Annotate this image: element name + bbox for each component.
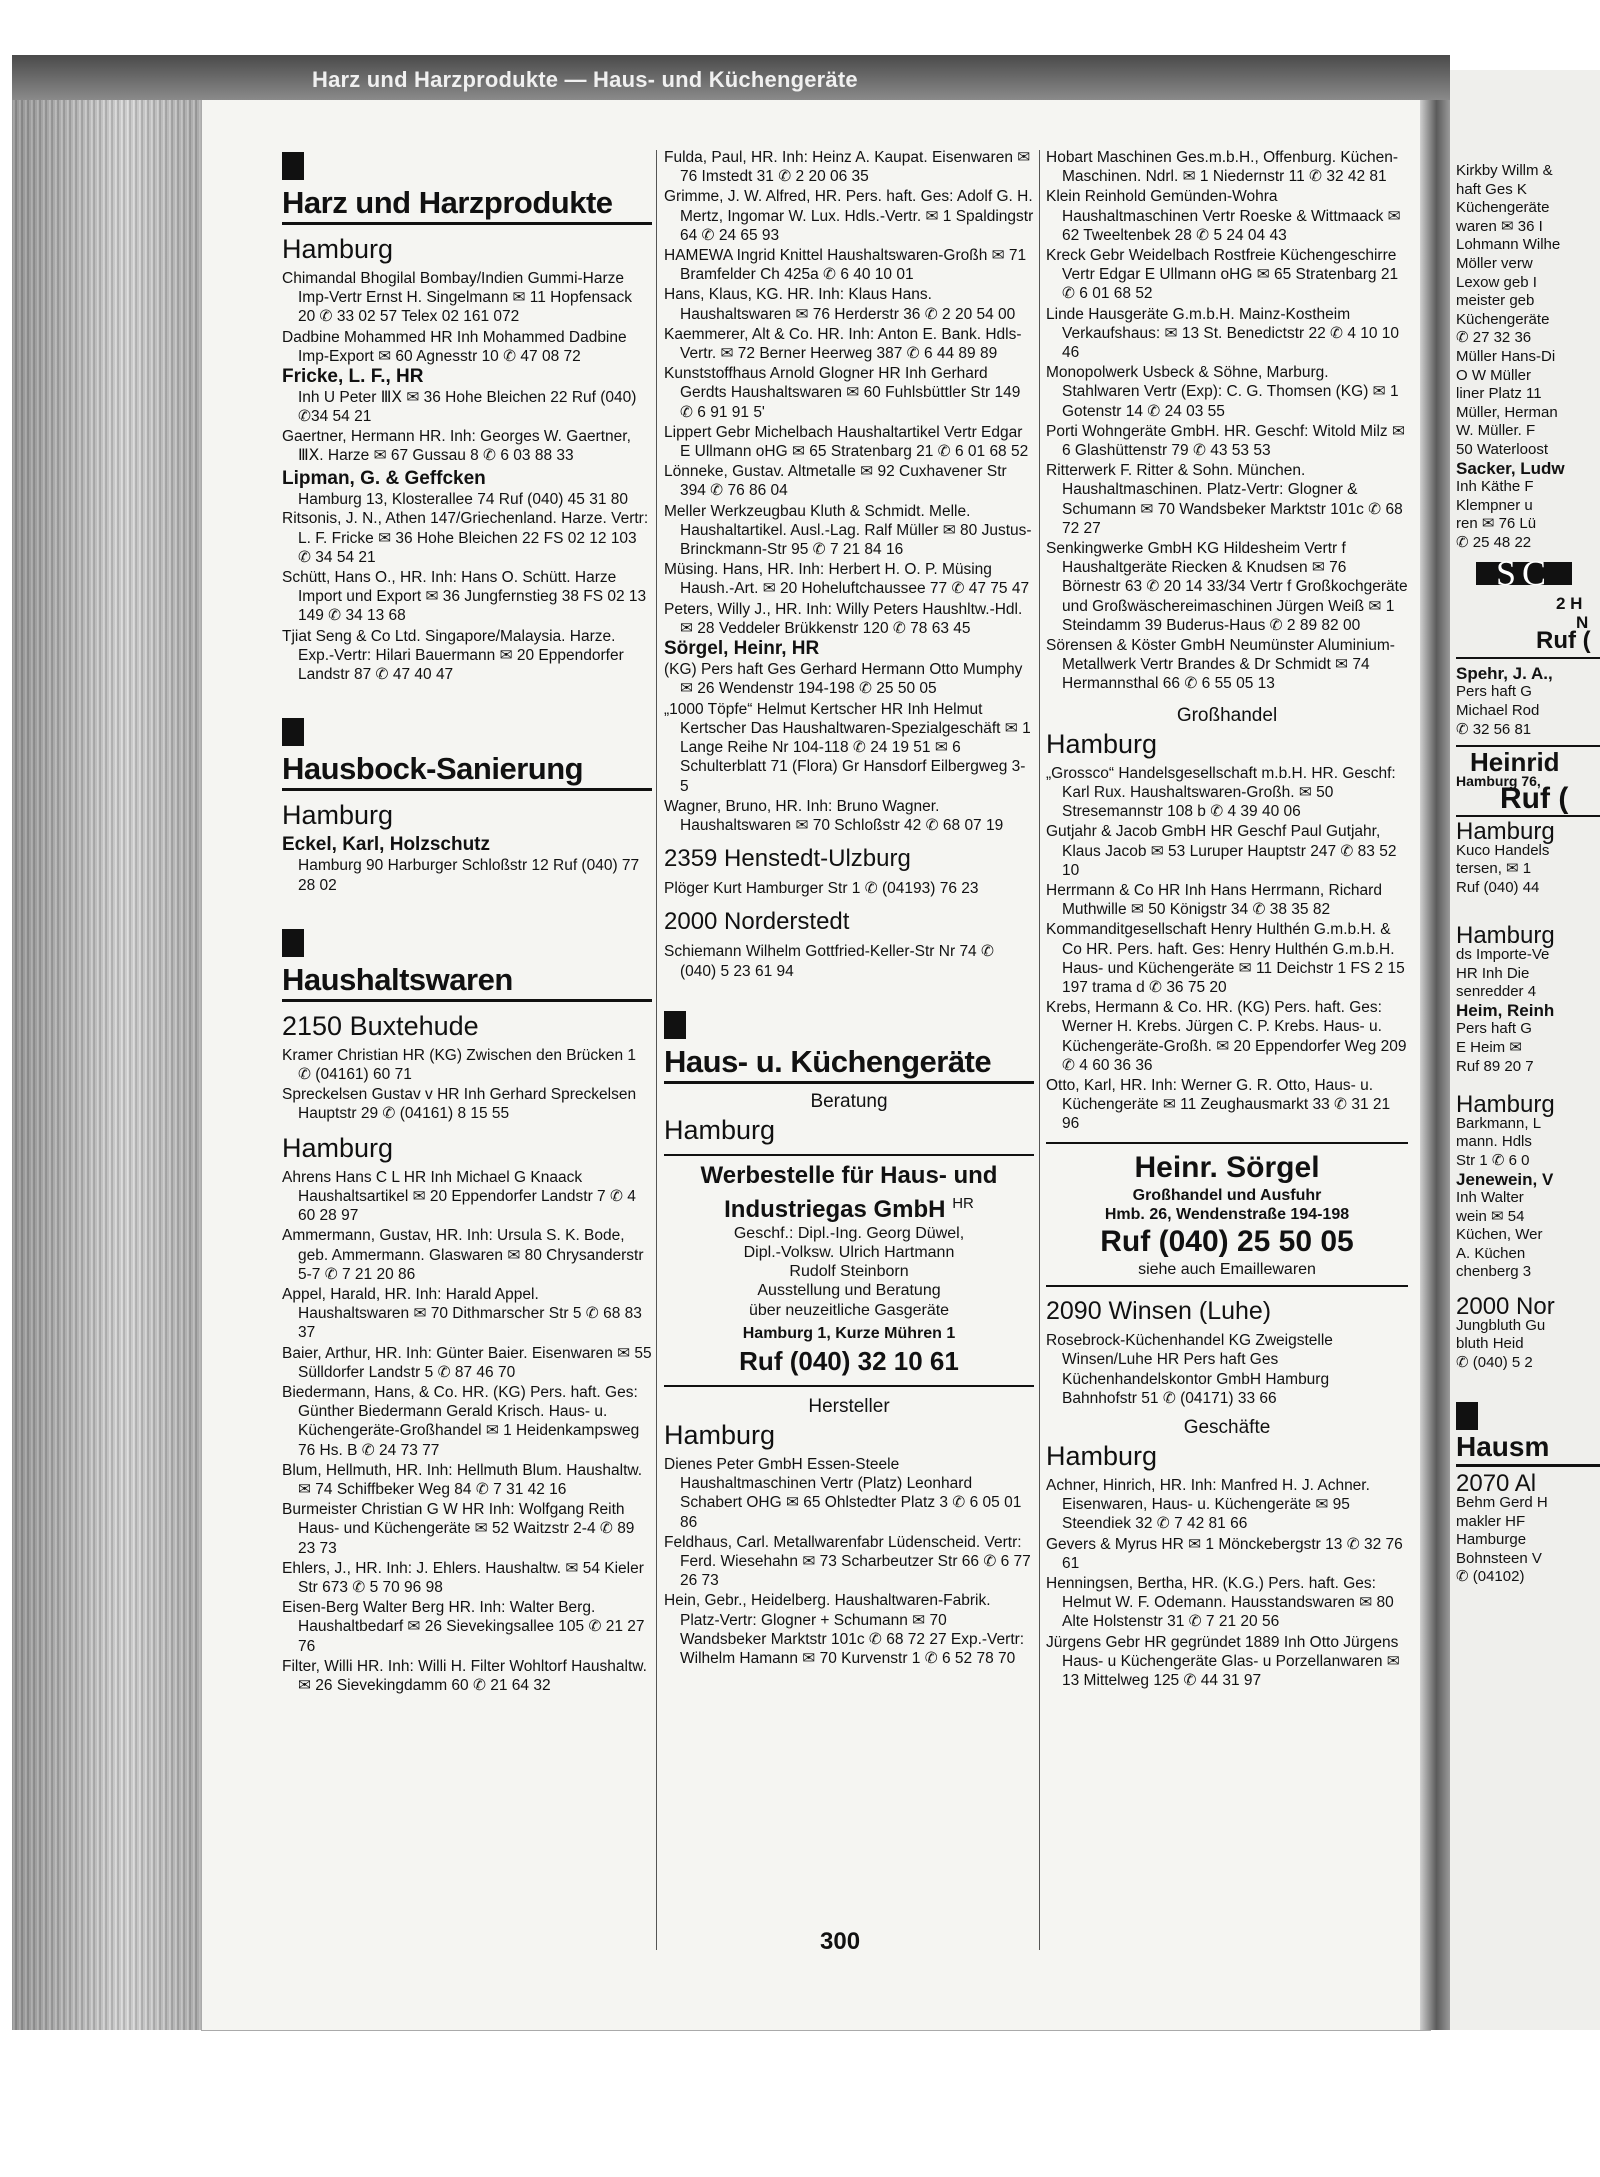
listing-entry: Biedermann, Hans, & Co. HR. (KG) Pers. haft. Ges: Günther Biedermann Gerald Krisch. Haus- u. Küchengeräte-Großhandel ✉ 1 Heidenkampsweg 76 Hs. B ✆ 24 73 77 [282, 1383, 640, 1459]
adjacent-line: Heim, Reinh [1456, 1000, 1555, 1020]
ad-line: Dipl.-Volksw. Ulrich Hartmann [743, 1243, 955, 1261]
advertisement-box [664, 1154, 1034, 1387]
city-heading: Hamburg [282, 800, 394, 831]
listing-detail: Inh U Peter ⅢⅩ ✉ 36 Hohe Bleichen 22 Ruf (040) ✆34 54 21 [298, 389, 637, 426]
adjacent-line: Hamburg [1456, 1091, 1555, 1119]
adjacent-line: Küchengeräte [1456, 310, 1550, 328]
listing-entry: Filter, Willi HR. Inh: Willi H. Filter Wohltorf Haushaltw. ✉ 26 Sievekingdamm 60 ✆ 21 64 32 [282, 1657, 647, 1694]
running-head: Harz und Harzprodukte — Haus- und Küchengeräte [312, 67, 858, 92]
column-2 [664, 148, 1034, 1669]
adjacent-line: Ruf (040) 44 [1456, 878, 1540, 896]
listing-entry: Lippert Gebr Michelbach Haushaltartikel Vertr Edgar E Ullmann oHG ✉ 65 Stratenbarg 21 ✆ 6 01 68 52 [664, 423, 1029, 461]
adjacent-line: chenberg 3 [1456, 1263, 1532, 1281]
listing-entry: „1000 Töpfe“ Helmut Kertscher HR Inh Helmut Kertscher Das Haushaltwaren-Spezialgeschäft ✉ 1 Lange Reihe Nr 104-118 ✆ 24 19 51 ✉ 6 Schulterblatt 71 (Flora) Gr Hansdorf Eilbergweg 3-5 [664, 700, 1031, 795]
ad-line: Großhandel und Ausfuhr [1132, 1186, 1322, 1204]
adjacent-line: Ruf ( [1536, 627, 1591, 655]
adjacent-line: Müller, Herman [1456, 403, 1558, 421]
subheading: Geschäfte [1183, 1416, 1271, 1438]
adjacent-line: makler HF [1456, 1512, 1526, 1530]
listing-entry: Monopolwerk Usbeck & Söhne, Marburg. Stahlwaren Vertr (Exp): C. G. Thomsen (KG) ✉ 1 Gotenstr 14 ✆ 24 03 55 [1046, 364, 1399, 420]
adjacent-line: Hamburg 76, [1456, 772, 1541, 789]
listing-entry: Otto, Karl, HR. Inh: Werner G. R. Otto, Haus- u. Küchengeräte ✉ 11 Zeughausmarkt 33 ✆ 31 21 96 [1046, 1076, 1391, 1133]
adjacent-line: ✆ 32 56 81 [1456, 720, 1532, 738]
listing-entry: Hans, Klaus, KG. HR. Inh: Klaus Hans. Haushaltswaren ✉ 76 Herderstr 36 ✆ 2 20 54 00 [664, 286, 1016, 323]
adjacent-line: Ruf 89 20 7 [1456, 1057, 1534, 1075]
listing-entry: Hein, Gebr., Heidelberg. Haushaltwaren-Fabrik. Platz-Vertr: Glogner + Schumann ✉ 70 Wandsbeker Marktstr 101c ✆ 68 72 27 Exp.-Vertr: Wilhelm Hamann ✉ 70 Kurvenstr 1 ✆ 6 52 78 70 [664, 1592, 1025, 1667]
column-rule [656, 150, 657, 1950]
adjacent-line: Kirkby Willm & [1456, 162, 1553, 179]
listing-entry: Grimme, J. W. Alfred, HR. Pers. haft. Ges: Adolf G. H. Mertz, Ingomar W. Lux. Hdls.-Vertr. ✉ 1 Spaldingstr 64 ✆ 24 65 93 [664, 188, 1034, 244]
listing-entry: Lönneke, Gustav. Altmetalle ✉ 92 Cuxhavener Str 394 ✆ 76 86 04 [664, 463, 1007, 500]
adjacent-line: 2000 Nor [1456, 1293, 1555, 1321]
listing-entry [282, 835, 652, 855]
ad-title: Werbestelle für Haus- und Industriegas GmbH $^{HR}$ [700, 1161, 998, 1223]
adjacent-line: Lexow geb I [1456, 273, 1537, 291]
listing-entry [282, 367, 652, 387]
listing-entry: Chimandal Bhogilal Bombay/Indien Gummi-Harze Imp-Vertr Ernst H. Singelmann ✉ 11 Hopfensack 20 ✆ 33 02 57 Telex 02 161 072 [282, 270, 633, 326]
listing-entry: Jürgens Gebr HR gegründet 1889 Inh Otto Jürgens Haus- u Küchengeräte Glas- u Porzellanwaren ✉ 13 Mittelweg 125 ✆ 44 31 97 [1046, 1633, 1400, 1689]
listing-entry: Kreck Gebr Weidelbach Rostfreie Küchengeschirre Vertr Edgar E Ullmann oHG ✉ 65 Stratenbarg 21 ✆ 6 01 68 52 [1046, 247, 1399, 303]
ad-line: Rudolf Steinborn [789, 1263, 909, 1281]
ad-line: Geschf.: Dipl.-Ing. Georg Düwel, [733, 1224, 965, 1242]
adjacent-line: ✆ 25 48 22 [1456, 533, 1532, 551]
city-heading: 2090 Winsen (Luhe) [1046, 1297, 1272, 1326]
adjacent-line: Küchen, Wer [1456, 1226, 1543, 1244]
listing-name: Sörgel, Heinr, HR [664, 638, 820, 660]
adjacent-line: Hamburg [1456, 818, 1555, 845]
column-1 [282, 148, 652, 1696]
adjacent-line: Kuco Handels [1456, 841, 1550, 859]
subheading: Hersteller [808, 1395, 890, 1417]
listing-entry: Kramer Christian HR (KG) Zwischen den Brücken 1 ✆ (04161) 60 71 [282, 1046, 637, 1084]
city-heading: Hamburg [1046, 1440, 1158, 1471]
listing-entry: Henningsen, Bertha, HR. (K.G.) Pers. haft. Ges: Helmut W. F. Odemann. Hausstandswaren ✉ 80 Alte Holstenstr 31 ✆ 7 21 20 56 [1046, 1574, 1394, 1631]
listing-entry: Gutjahr & Jacob GmbH HR Geschf Paul Gutjahr, Klaus Jacob ✉ 53 Luruper Hauptstr 247 ✆ 83 52 10 [1046, 823, 1397, 879]
adjacent-logo-text: SC [1476, 562, 1572, 585]
adjacent-section-marker [1456, 1402, 1478, 1430]
listing-entry: Klein Reinhold Gemünden-Wohra Haushaltmaschinen Vertr Roeske & Wittmaack ✉ 62 Tweeltenbek 28 ✆ 5 24 04 43 [1046, 188, 1401, 244]
listing-entry: (KG) Pers haft Ges Gerhard Hermann Otto Mumphy ✉ 26 Wendenstr 194-198 ✆ 25 50 05 [664, 661, 1023, 698]
adjacent-line: Inh Walter [1456, 1189, 1524, 1207]
city-heading: Hamburg [282, 1132, 394, 1163]
listing-entry: Krebs, Hermann & Co. HR. (KG) Pers. haft. Ges: Werner H. Krebs. Jürgen C. P. Krebs. Haus- u. Küchengeräte-Großh. ✉ 20 Eppendorfer Weg 209 ✆ 4 60 36 36 [1046, 999, 1407, 1074]
listing-entry: Herrmann & Co HR Inh Hans Herrmann, Richard Muthwille ✉ 50 Königstr 34 ✆ 38 35 82 [1046, 881, 1382, 919]
listing-name: Eckel, Karl, Holzschutz [282, 834, 491, 856]
adjacent-line: N [1576, 612, 1589, 632]
listing-entry: Achner, Hinrich, HR. Inh: Manfred H. J. Achner. Eisenwaren, Haus- u. Küchengeräte ✉ 95 Steendiek 32 ✆ 7 42 81 66 [1046, 1476, 1370, 1533]
listing-entry: Blum, Hellmuth, HR. Inh: Hellmuth Blum. Haushaltw. ✉ 74 Schiffbeker Weg 84 ✆ 7 31 42 16 [282, 1461, 643, 1498]
adjacent-line: Inh Käthe F [1456, 478, 1534, 496]
adjacent-line: haft Ges K [1456, 180, 1527, 198]
listing-entry: Schiemann Wilhelm Gottfried-Keller-Str Nr 74 ✆ (040) 5 23 61 94 [664, 943, 994, 980]
adjacent-line: Bohnsteen V [1456, 1549, 1542, 1567]
ad-line: siehe auch Emaillewaren [1138, 1260, 1316, 1278]
adjacent-line: tersen, ✉ 1 [1456, 860, 1532, 878]
listing-entry: Porti Wohngeräte GmbH. HR. Geschf: Witold Milz ✉ 6 Glashüttenstr 79 ✆ 43 53 53 [1046, 422, 1405, 460]
adjacent-line: Hamburg [1456, 922, 1555, 950]
listing-entry: Dadbine Mohammed HR Inh Mohammed Dadbine Imp-Export ✉ 60 Agnesstr 10 ✆ 47 08 72 [282, 328, 627, 365]
listing-entry: Appel, Harald, HR. Inh: Harald Appel. Haushaltswaren ✉ 70 Dithmarscher Str 5 ✆ 68 83 37 [282, 1285, 642, 1342]
listing-entry: Ahrens Hans C L HR Inh Michael G Knaack Haushaltsartikel ✉ 20 Eppendorfer Landstr 7 ✆ 4 60 28 97 [282, 1168, 636, 1225]
book-gutter [1420, 60, 1450, 2030]
listing-entry: Plöger Kurt Hamburger Str 1 ✆ (04193) 76 23 [664, 880, 979, 898]
section-heading: Haus- u. Küchengeräte [664, 1045, 1034, 1084]
section-heading: Haushaltswaren [282, 963, 652, 1002]
listing-entry: Ehlers, J., HR. Inh: J. Ehlers. Haushaltw. ✉ 54 Kieler Str 673 ✆ 5 70 96 98 [282, 1559, 644, 1596]
listing-entry: Ammermann, Gustav, HR. Inh: Ursula S. K. Bode, geb. Ammermann. Glaswaren ✉ 80 Chrysanderstr 5-7 ✆ 7 21 20 86 [282, 1227, 644, 1283]
adjacent-line: senredder 4 [1456, 983, 1537, 1001]
listing-entry: Kaemmerer, Alt & Co. HR. Inh: Anton E. Bank. Hdls-Vertr. ✉ 72 Berner Heerweg 387 ✆ 6 44 89 89 [664, 325, 1022, 363]
section-marker [282, 718, 304, 746]
advertisement-box [1046, 1142, 1408, 1288]
adjacent-line: ✆ (040) 5 2 [1456, 1353, 1533, 1371]
listing-entry: Kunststoffhaus Arnold Glogner HR Inh Gerhard Gerdts Haushaltswaren ✉ 60 Fuhlsbüttler Str 149 ✆ 6 91 91 5' [664, 365, 1021, 421]
listing-entry: Rosebrock-Küchenhandel KG Zweigstelle Winsen/Luhe HR Pers haft Ges Küchenhandelskontor GmbH Hamburg Bahnhofstr 51 ✆ (04171) 33 66 [1046, 1332, 1333, 1407]
adjacent-line: Hamburge [1456, 1531, 1527, 1549]
listing-entry: Schütt, Hans O., HR. Inh: Hans O. Schütt. Harze Import und Export ✉ 36 Jungfernstieg 38 FS 02 13 149 ✆ 34 13 68 [282, 569, 647, 625]
adjacent-line: Küchengeräte [1456, 199, 1550, 217]
adjacent-line: E Heim ✉ [1456, 1038, 1522, 1056]
adjacent-line: A. Küchen [1456, 1244, 1526, 1262]
listing-entry: Eisen-Berg Walter Berg HR. Inh: Walter Berg. Haushaltbedarf ✉ 26 Sievekingsallee 105 ✆ 21 27 76 [282, 1599, 645, 1655]
adjacent-line: Michael Rod [1456, 702, 1540, 720]
adjacent-line: Sacker, Ludw [1456, 458, 1565, 478]
city-heading: Hamburg [282, 234, 394, 264]
listing-entry: Gevers & Myrus HR ✉ 1 Mönckebergstr 13 ✆ 32 76 61 [1046, 1535, 1403, 1572]
adjacent-line: ✆ 27 32 36 [1456, 329, 1532, 347]
listing-name: Fricke, L. F., HR [282, 366, 424, 388]
listing-entry: Feldhaus, Carl. Metallwarenfabr Lüdenscheid. Vertr: Ferd. Wiesehahn ✉ 73 Scharbeutzer Str 66 ✆ 6 77 26 73 [664, 1533, 1031, 1590]
city-heading: 2000 Norderstedt [664, 908, 850, 936]
adjacent-line: ✆ (04102) [1456, 1568, 1525, 1586]
adjacent-page [1450, 70, 1600, 2030]
listing-name: Lipman, G. & Geffcken [282, 468, 486, 490]
adjacent-line: 2 H [1556, 594, 1583, 614]
adjacent-line: W. Müller. F [1456, 422, 1536, 440]
adjacent-line: waren ✉ 36 I [1456, 217, 1543, 235]
book-page-edges [12, 55, 202, 2030]
listing-entry: Burmeister Christian G W HR Inh: Wolfgang Reith Haus- und Küchengeräte ✉ 52 Waitzstr 2-4 ✆ 89 23 73 [282, 1501, 635, 1557]
listing-entry: HAMEWA Ingrid Knittel Haushaltswaren-Großh ✉ 71 Bramfelder Ch 425a ✆ 6 40 10 01 [664, 247, 1027, 284]
adjacent-line: Lohmann Wilhe [1456, 236, 1561, 254]
listing-entry: Linde Hausgeräte G.m.b.H. Mainz-Kostheim Verkaufshaus: ✉ 13 St. Benedictstr 22 ✆ 4 10 10 46 [1046, 305, 1400, 362]
listing-entry [282, 469, 652, 489]
section-marker [664, 1011, 686, 1039]
adjacent-line: Pers haft G [1456, 1020, 1532, 1038]
listing-entry: Ritsonis, J. N., Athen 147/Griechenland. Harze. Vertr: L. F. Fricke ✉ 36 Hohe Bleichen 22 FS 02 12 103 ✆ 34 54 21 [282, 510, 649, 566]
listing-entry: Kommanditgesellschaft Henry Hulthén G.m.b.H. & Co HR. Pers. haft. Ges: Henry Hulthén G.m.b.H. Haus- und Küchengeräte ✉ 11 Deichstr 1 FS 2 15 197 trama d ✆ 36 75 20 [1046, 921, 1405, 996]
city-heading: Hamburg [664, 1114, 776, 1145]
ad-line: Ausstellung und Beratung [757, 1282, 941, 1300]
adjacent-line: Heinrid [1470, 747, 1560, 778]
column-rule [1039, 150, 1040, 1950]
adjacent-line: O W Müller [1456, 366, 1531, 384]
adjacent-line: Jungbluth Gu [1456, 1316, 1546, 1334]
listing-entry: Gaertner, Hermann HR. Inh: Georges W. Gaertner, ⅢⅩ. Harze ✉ 67 Gussau 8 ✆ 6 03 88 33 [282, 427, 631, 464]
adjacent-line: bluth Heid [1456, 1335, 1524, 1353]
adjacent-line: 2070 Al [1456, 1470, 1537, 1498]
adjacent-line: meister geb [1456, 292, 1535, 310]
adjacent-line: ren ✉ 76 Lü [1456, 515, 1537, 533]
listing-entry: Peters, Willy J., HR. Inh: Willy Peters Haushltw.-Hdl. ✉ 28 Veddeler Brükkenstr 120 ✆ 78 63 45 [664, 600, 1023, 637]
page-top-band [12, 55, 1450, 100]
adjacent-line: Möller verw [1456, 254, 1533, 272]
adjacent-text-block [1456, 162, 1600, 1587]
subheading: Großhandel [1176, 704, 1278, 726]
listing-entry: Ritterwerk F. Ritter & Sohn. München. Haushaltmaschinen. Platz-Vertr: Glogner & Schumann ✉ 70 Wandsbeker Marktstr 101c ✆ 68 72 27 [1046, 462, 1403, 537]
ad-name: Heinr. Sörgel [1134, 1150, 1320, 1184]
adjacent-line: 50 Waterloost [1456, 440, 1548, 458]
ad-address: Hmb. 26, Wendenstraße 194-198 [1104, 1205, 1350, 1223]
subheading: Beratung [810, 1090, 888, 1112]
ad-phone: Ruf (040) 32 10 61 [739, 1345, 959, 1376]
adjacent-line: liner Platz 11 [1456, 385, 1542, 403]
adjacent-line: HR Inh Die [1456, 964, 1530, 982]
listing-entry: Meller Werkzeugbau Kluth & Schmidt. Melle. Haushaltartikel. Ausl.-Lag. Ralf Müller ✉ 80 Justus-Brinckmann-Str 95 ✆ 7 21 84 16 [664, 502, 1032, 559]
listing-entry [664, 639, 1034, 659]
adjacent-line: Pers haft G [1456, 683, 1532, 701]
adjacent-line: mann. Hdls [1456, 1133, 1532, 1151]
city-heading: Hamburg [1046, 728, 1158, 759]
listing-entry: Hobart Maschinen Ges.m.b.H., Offenburg. Küchen-Maschinen. Ndrl. ✉ 1 Niedernstr 11 ✆ 32 42 81 [1046, 149, 1399, 186]
adjacent-line: Müller Hans-Di [1456, 347, 1556, 365]
adjacent-line: Behm Gerd H [1456, 1494, 1548, 1512]
adjacent-line: wein ✉ 54 [1456, 1207, 1525, 1225]
ad-address: Hamburg 1, Kurze Mühren 1 [742, 1324, 956, 1342]
adjacent-line: Jenewein, V [1456, 1169, 1554, 1189]
section-marker [282, 152, 304, 180]
adjacent-line: Barkmann, L [1456, 1114, 1542, 1132]
adjacent-line: ds Importe-Ve [1456, 945, 1550, 963]
city-heading: Hamburg [664, 1419, 776, 1450]
column-3 [1046, 148, 1408, 1691]
page-number: 300 [820, 1928, 861, 1955]
city-heading: 2150 Buxtehude [282, 1010, 479, 1041]
listing-entry: Tjiat Seng & Co Ltd. Singapore/Malaysia. Harze. Exp.-Vertr: Hilari Bauermann ✉ 20 Eppendorfer Landstr 87 ✆ 47 40 47 [282, 627, 624, 684]
ad-line: über neuzeitliche Gasgeräte [748, 1301, 950, 1319]
listing-entry: Dienes Peter GmbH Essen-Steele Haushaltmaschinen Vertr (Platz) Leonhard Schabert OHG ✉ 65 Ohlstedter Platz 3 ✆ 6 05 01 86 [664, 1455, 1022, 1531]
listing-entry: Baier, Arthur, HR. Inh: Günter Baier. Eisenwaren ✉ 55 Sülldorfer Landstr 5 ✆ 87 46 70 [282, 1344, 652, 1381]
listing-detail: Hamburg 13, Klosterallee 74 Ruf (040) 45 31 80 [298, 491, 629, 509]
city-heading: 2359 Henstedt-Ulzburg [664, 845, 911, 873]
adjacent-line: Klempner u [1456, 496, 1533, 514]
adjacent-line: Spehr, J. A., [1456, 663, 1553, 683]
adjacent-line: Hausm [1456, 1430, 1600, 1467]
listing-entry: „Grossco“ Handelsgesellschaft m.b.H. HR. Geschf: Karl Rux. Haushaltswaren-Großh. ✉ 50 Stresemannstr 108 b ✆ 4 39 40 06 [1046, 764, 1396, 821]
adjacent-line: Ruf ( [1500, 782, 1569, 816]
listing-entry: Sörensen & Köster GmbH Neumünster Aluminium-Metallwerk Vertr Brandes & Dr Schmidt ✉ 74 Hermannsthal 66 ✆ 6 55 05 13 [1046, 637, 1395, 693]
adjacent-line: Str 1 ✆ 6 0 [1456, 1151, 1530, 1169]
ad-phone: Ruf (040) 25 50 05 [1100, 1224, 1354, 1258]
listing-entry: Spreckelsen Gustav v HR Inh Gerhard Spreckelsen Hauptstr 29 ✆ (04161) 8 15 55 [282, 1086, 637, 1123]
listing-entry: Müsing. Hans, HR. Inh: Herbert H. O. P. Müsing Haush.-Art. ✉ 20 Hoheluftchaussee 77 ✆ 47 75 47 [664, 561, 1030, 598]
listing-entry: Fulda, Paul, HR. Inh: Heinz A. Kaupat. Eisenwaren ✉ 76 Imstedt 31 ✆ 2 20 06 35 [664, 149, 1031, 186]
section-marker [282, 929, 304, 957]
listing-detail: Hamburg 90 Harburger Schloßstr 12 Ruf (040) 77 28 02 [298, 857, 640, 894]
listing-entry: Senkingwerke GmbH KG Hildesheim Vertr f Haushaltgeräte Riecken & Knudsen ✉ 76 Börnestr 63 ✆ 20 14 33/34 Vertr f Großkochgeräte und Großwäschereimaschinen Jürgen Weiß ✉ 1 Steindamm 39 Buderus-Haus ✆ 2 89 82 00 [1046, 540, 1408, 634]
section-heading: Harz und Harzprodukte [282, 186, 652, 225]
listing-entry: Wagner, Bruno, HR. Inh: Bruno Wagner. Haushaltswaren ✉ 70 Schloßstr 42 ✆ 68 07 19 [664, 797, 1004, 834]
section-heading: Hausbock-Sanierung [282, 752, 652, 791]
